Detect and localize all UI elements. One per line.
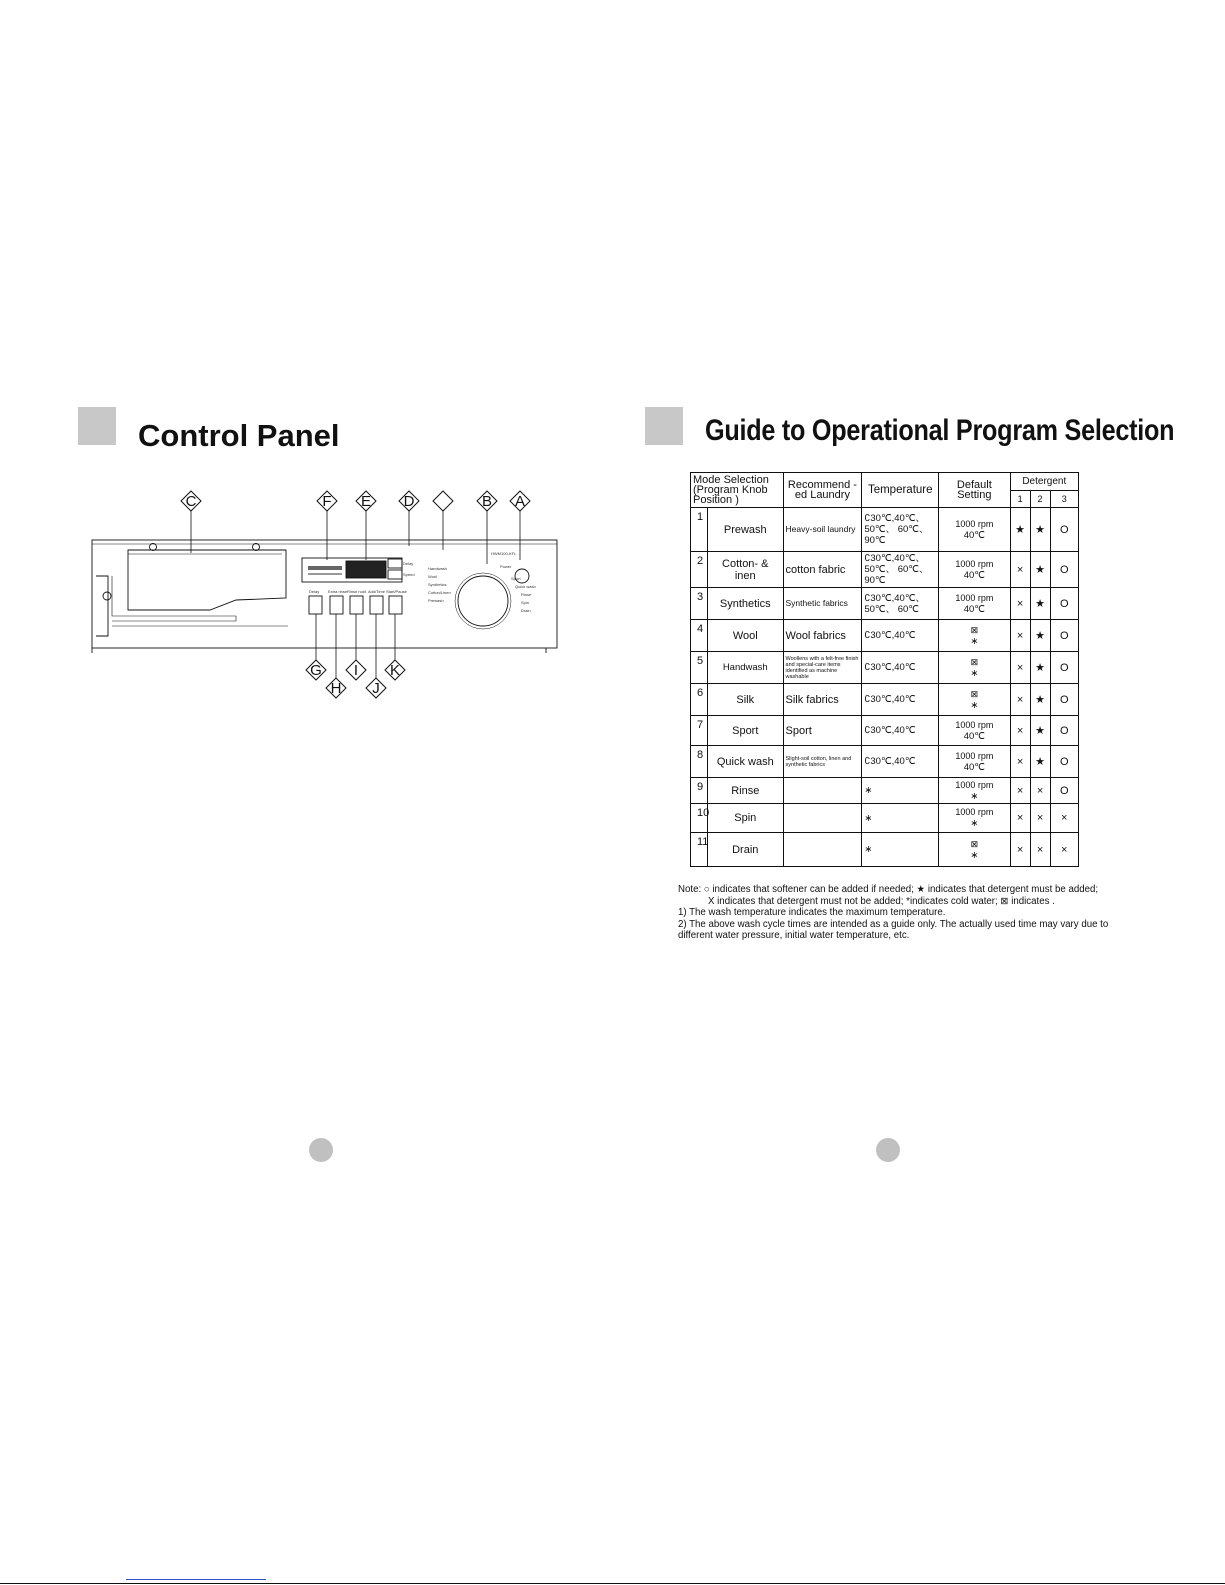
temperature-cell: ∁30℃,40℃、 50℃、 60℃、 90℃ — [862, 552, 939, 588]
svg-text:Handwash: Handwash — [428, 566, 447, 571]
svg-text:K: K — [389, 662, 401, 679]
default-line-1: ⊠ — [970, 688, 979, 699]
default-setting-cell — [939, 804, 1010, 833]
table-row — [691, 778, 1079, 804]
detergent-3-cell: O — [1050, 746, 1078, 778]
detergent-2-cell: ★ — [1030, 620, 1050, 652]
default-setting-cell — [939, 833, 1010, 867]
row-number: 8 — [691, 746, 708, 777]
row-number: 10 — [691, 804, 708, 832]
mode-cell — [691, 746, 784, 778]
laundry-cell — [783, 804, 862, 833]
detergent-2-cell: ★ — [1030, 716, 1050, 746]
laundry-cell: Silk fabrics — [783, 684, 862, 716]
control-panel-diagram — [88, 488, 588, 713]
mode-cell — [691, 552, 784, 588]
table-row — [691, 684, 1079, 716]
detergent-2-cell: ★ — [1030, 508, 1050, 552]
detergent-3-cell: × — [1050, 833, 1078, 867]
mode-cell — [691, 778, 784, 804]
mode-name: Cotton- & inen — [722, 557, 769, 582]
detergent-2-cell: ★ — [1030, 652, 1050, 684]
svg-text:Extra rinse: Extra rinse — [328, 589, 348, 594]
header-default: Default Setting — [939, 473, 1010, 508]
detergent-3-cell: O — [1050, 588, 1078, 620]
svg-text:J: J — [372, 680, 380, 697]
mode-name: Spin — [734, 812, 757, 824]
table-row — [691, 804, 1079, 833]
svg-text:Add/Time: Add/Time — [368, 589, 385, 594]
table-row — [691, 746, 1079, 778]
mode-name: Drain — [732, 843, 759, 856]
callout-d — [399, 491, 419, 546]
callout-e — [356, 491, 376, 560]
mode-name: Handwash — [722, 661, 768, 673]
header-temperature: Temperature — [862, 473, 939, 508]
default-line-2: 40℃ — [963, 761, 985, 773]
svg-text:D: D — [403, 493, 415, 510]
svg-text:E: E — [360, 493, 372, 510]
default-line-2: ∗ — [970, 635, 979, 647]
svg-text:B: B — [481, 493, 493, 510]
default-setting-cell — [939, 508, 1010, 552]
mode-cell — [691, 620, 784, 652]
callout-a — [510, 491, 530, 560]
svg-text:Spin: Spin — [521, 600, 530, 605]
svg-text:Quick wash: Quick wash — [515, 584, 536, 589]
guide-section-marker — [645, 407, 683, 445]
default-setting-cell — [939, 620, 1010, 652]
mode-cell — [691, 804, 784, 833]
detergent-1-cell: × — [1010, 620, 1030, 652]
mode-cell — [691, 588, 784, 620]
row-number: 4 — [691, 620, 708, 651]
svg-text:C: C — [185, 493, 197, 510]
default-line-1: ⊠ — [970, 656, 979, 667]
temperature-cell: ∁30℃,40℃ — [862, 652, 939, 684]
laundry-cell: Woollens with a felt-free finish and special-care items identified as machine washable — [783, 652, 862, 684]
mode-name: Rinse — [731, 784, 760, 797]
detergent-3-cell: O — [1050, 716, 1078, 746]
callout-g — [306, 614, 326, 680]
default-setting-cell — [939, 552, 1010, 588]
temperature-cell: ∗ — [862, 778, 939, 804]
detergent-2-cell: ★ — [1030, 552, 1050, 588]
detergent-3-cell: O — [1050, 508, 1078, 552]
temperature-cell: ∁30℃,40℃ — [862, 716, 939, 746]
mode-cell — [691, 684, 784, 716]
default-setting-cell — [939, 746, 1010, 778]
row-number: 6 — [691, 684, 708, 715]
table-row — [691, 552, 1079, 588]
default-setting-cell — [939, 716, 1010, 746]
svg-text:H: H — [330, 680, 342, 697]
header-det-3: 3 — [1050, 491, 1078, 508]
svg-text:Delay: Delay — [403, 561, 414, 566]
default-line-2: ∗ — [970, 849, 979, 861]
default-setting-cell — [939, 588, 1010, 620]
detergent-2-cell: × — [1030, 804, 1050, 833]
detergent-3-cell: × — [1050, 804, 1078, 833]
bottom-link-underline — [126, 1579, 266, 1580]
bottom-rule — [0, 1583, 1225, 1584]
default-setting-cell — [939, 778, 1010, 804]
row-number: 2 — [691, 552, 708, 587]
callout-k — [385, 614, 405, 680]
laundry-cell: Slight-soil cotton, linen and synthetic fabrics — [783, 746, 862, 778]
temperature-cell: ∁30℃,40℃ — [862, 746, 939, 778]
notes-block — [678, 884, 1128, 942]
svg-text:Start/Pause: Start/Pause — [386, 589, 407, 594]
temperature-cell: ∁30℃,40℃ — [862, 684, 939, 716]
callout-h — [326, 614, 346, 698]
mode-name: Sport — [732, 724, 759, 737]
header-det-1: 1 — [1010, 491, 1030, 508]
laundry-cell — [783, 833, 862, 867]
mode-cell — [691, 652, 784, 684]
detergent-2-cell: ★ — [1030, 746, 1050, 778]
row-number: 11 — [691, 833, 708, 866]
default-line-1: 1000 rpm — [955, 719, 994, 730]
control-panel-title: Control Panel — [138, 418, 340, 453]
detergent-1-cell: × — [1010, 778, 1030, 804]
default-line-2: 40℃ — [963, 569, 985, 581]
temperature-cell: ∗ — [862, 804, 939, 833]
mode-name: Silk — [736, 693, 755, 706]
page-number-right — [876, 1138, 900, 1162]
callout-j — [366, 614, 386, 698]
default-line-1: 1000 rpm — [955, 558, 994, 569]
svg-text:Cotton/Linen: Cotton/Linen — [428, 590, 451, 595]
svg-text:F: F — [322, 493, 332, 510]
detergent-3-cell: O — [1050, 778, 1078, 804]
default-line-2: 40℃ — [963, 529, 985, 541]
default-line-2: ∗ — [970, 699, 979, 711]
temperature-cell: ∗ — [862, 833, 939, 867]
svg-text:HWM100-KFL: HWM100-KFL — [491, 551, 517, 556]
svg-text:Drain: Drain — [521, 608, 531, 613]
row-number: 9 — [691, 778, 708, 803]
laundry-cell: cotton fabric — [783, 552, 862, 588]
default-line-2: 40℃ — [963, 730, 985, 742]
default-setting-cell — [939, 684, 1010, 716]
detergent-3-cell: O — [1050, 652, 1078, 684]
laundry-cell: Wool fabrics — [783, 620, 862, 652]
note-line: 2) The above wash cycle times are intended as a guide only. The actually used time may vary due to — [678, 918, 1109, 930]
detergent-1-cell: × — [1010, 746, 1030, 778]
detergent-3-cell: O — [1050, 620, 1078, 652]
mode-cell — [691, 833, 784, 867]
callout-f — [317, 491, 337, 560]
detergent-2-cell: ★ — [1030, 684, 1050, 716]
svg-text:G: G — [310, 662, 322, 679]
detergent-3-cell: O — [1050, 684, 1078, 716]
mode-name: Wool — [732, 629, 758, 642]
page-number-left — [309, 1138, 333, 1162]
note-line: 1) The wash temperature indicates the maximum temperature. — [678, 907, 946, 918]
table-row — [691, 620, 1079, 652]
svg-text:I: I — [353, 662, 359, 679]
table-row — [691, 652, 1079, 684]
temperature-cell: ∁30℃,40℃ — [862, 620, 939, 652]
laundry-cell: Synthetic fabrics — [783, 588, 862, 620]
table-row — [691, 833, 1079, 867]
detergent-2-cell: × — [1030, 778, 1050, 804]
note-line: X indicates that detergent must not be added; *indicates cold water; ⊠ indicates . — [708, 895, 1055, 907]
row-number: 1 — [691, 508, 708, 551]
svg-text:Speed: Speed — [403, 572, 415, 577]
mode-name: Quick wash — [716, 755, 774, 768]
laundry-cell: Sport — [783, 716, 862, 746]
header-laundry: Recommend -ed Laundry — [783, 473, 862, 508]
detergent-2-cell: × — [1030, 833, 1050, 867]
control-panel-section-marker — [78, 407, 116, 445]
mode-cell — [691, 716, 784, 746]
default-line-2: ∗ — [970, 790, 979, 802]
detergent-1-cell: × — [1010, 588, 1030, 620]
mode-name: Prewash — [723, 523, 767, 536]
default-line-1: 1000 rpm — [955, 807, 994, 817]
detergent-1-cell: × — [1010, 652, 1030, 684]
default-line-1: 1000 rpm — [955, 518, 994, 529]
callout-blank — [433, 491, 453, 550]
default-line-1: ⊠ — [970, 624, 979, 635]
table-row — [691, 508, 1079, 552]
laundry-cell — [783, 778, 862, 804]
svg-text:A: A — [514, 493, 526, 510]
svg-text:Rinse: Rinse — [521, 592, 532, 597]
table-row — [691, 716, 1079, 746]
svg-text:Sport: Sport — [511, 576, 521, 581]
callout-i — [346, 614, 366, 680]
temperature-cell: ∁30℃,40℃、 50℃、 60℃、 90℃ — [862, 508, 939, 552]
laundry-cell: Heavy-soil laundry — [783, 508, 862, 552]
svg-text:Delay: Delay — [309, 589, 320, 594]
guide-title: Guide to Operational Program Selection — [705, 414, 1175, 447]
callout-c — [181, 491, 201, 553]
detergent-1-cell: ★ — [1010, 508, 1030, 552]
temperature-cell: ∁30℃,40℃、 50℃、 60℃ — [862, 588, 939, 620]
detergent-1-cell: × — [1010, 552, 1030, 588]
svg-text:Synthetics: Synthetics — [428, 582, 447, 587]
default-line-1: 1000 rpm — [955, 592, 994, 603]
detergent-3-cell: O — [1050, 552, 1078, 588]
note-line: different water pressure, initial water temperature, etc. — [678, 930, 910, 941]
detergent-1-cell: × — [1010, 804, 1030, 833]
mode-name: Synthetics — [719, 597, 771, 610]
row-number: 5 — [691, 652, 708, 683]
default-line-1: 1000 rpm — [955, 779, 994, 790]
detergent-1-cell: × — [1010, 833, 1030, 867]
table-row — [691, 588, 1079, 620]
program-selection-table — [690, 472, 1079, 867]
detergent-2-cell: ★ — [1030, 588, 1050, 620]
default-line-2: 40℃ — [963, 603, 985, 615]
default-setting-cell — [939, 652, 1010, 684]
svg-text:Power: Power — [500, 564, 512, 569]
header-mode: Mode Selection (Program Knob Position ) — [691, 473, 784, 508]
default-line-1: 1000 rpm — [955, 750, 994, 761]
detergent-1-cell: × — [1010, 684, 1030, 716]
row-number: 3 — [691, 588, 708, 619]
default-line-1: ⊠ — [970, 838, 979, 849]
header-det-2: 2 — [1030, 491, 1050, 508]
default-line-2: ∗ — [970, 667, 979, 679]
svg-text:Wool: Wool — [428, 574, 438, 579]
row-number: 7 — [691, 716, 708, 745]
detergent-1-cell: × — [1010, 716, 1030, 746]
default-line-2: ∗ — [970, 818, 979, 829]
header-detergent: Detergent — [1010, 473, 1078, 491]
svg-text:Rinse hold: Rinse hold — [347, 589, 366, 594]
svg-text:Prewash: Prewash — [428, 598, 444, 603]
mode-cell — [691, 508, 784, 552]
note-line: Note: ○ indicates that softener can be added if needed; ★ indicates that detergent must be added; — [678, 884, 1099, 895]
